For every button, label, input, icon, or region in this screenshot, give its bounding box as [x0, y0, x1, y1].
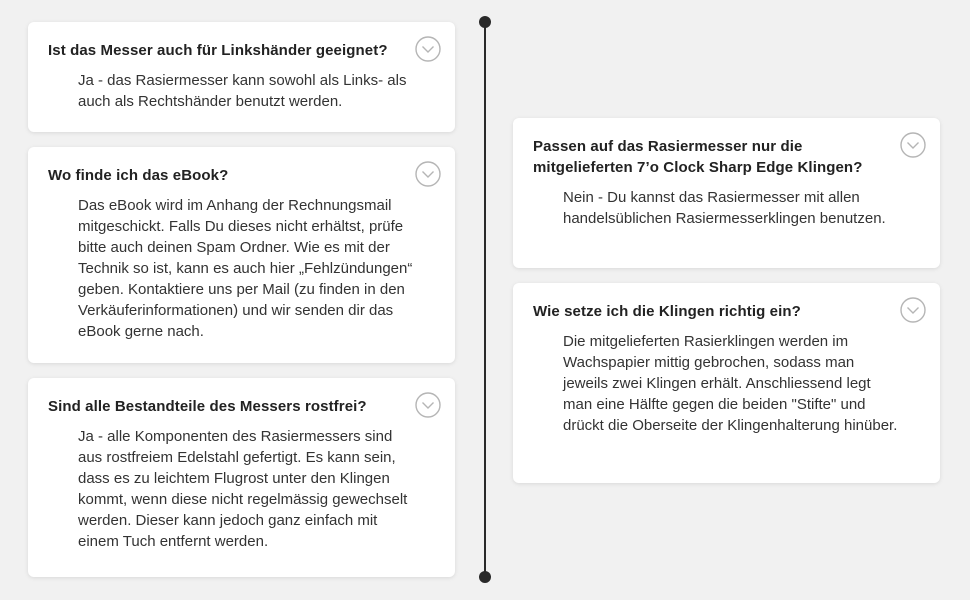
faq-question[interactable]: Wie setze ich die Klingen richtig ein? [533, 303, 801, 320]
faq-question[interactable]: Passen auf das Rasiermesser nur die mitgelieferten 7’o Clock Sharp Edge Klingen? [533, 138, 863, 176]
timeline-dot-top [479, 16, 491, 28]
faq-answer: Nein - Du kannst das Rasiermesser mit allen handelsüblichen Rasiermesserklingen benutzen. [563, 189, 886, 227]
faq-answer: Die mitgelieferten Rasierklingen werden im Wachspapier mittig gebrochen, sodass man jeweils zwei Klingen erhält. Anschliessend legt man eine Hälfte gegen die beiden "Stifte" und drückt die Oberseite der Klingenhalterung hinüber. [563, 333, 898, 434]
faq-card-klingen-einsetzen [513, 283, 940, 483]
timeline-line [484, 21, 486, 577]
chevron-down-icon[interactable] [415, 161, 441, 187]
faq-answer: Das eBook wird im Anhang der Rechnungsmail mitgeschickt. Falls Du dieses nicht erhältst, prüfe bitte auch deinen Spam Ordner. Wie es mit der Technik so ist, kann es auch hier „Fehlzündungen“ geben. Kontaktiere uns per Mail (zu finden in den Verkäuferinformationen) und wir senden dir das eBook gerne nach. [78, 197, 413, 340]
faq-answer: Ja - alle Komponenten des Rasiermessers sind aus rostfreiem Edelstahl gefertigt. Es kann sein, dass es zu leichtem Flugrost unter den Klingen kommt, wenn diese nicht regelmässig gewechselt werden. Dieser kann jedoch ganz einfach mit einem Tuch entfernt werden. [78, 428, 408, 550]
faq-card-klingen-kompatibel [513, 118, 940, 268]
faq-card-lefthanded [28, 22, 455, 132]
chevron-down-icon[interactable] [900, 132, 926, 158]
faq-answer: Ja - das Rasiermesser kann sowohl als Links- als auch als Rechtshänder benutzt werden. [78, 72, 407, 110]
faq-question[interactable]: Ist das Messer auch für Linkshänder geeignet? [48, 42, 388, 59]
faq-question[interactable]: Wo finde ich das eBook? [48, 167, 229, 184]
faq-question[interactable]: Sind alle Bestandteile des Messers rostfrei? [48, 398, 367, 415]
faq-card-ebook [28, 147, 455, 363]
faq-card-rostfrei [28, 378, 455, 577]
chevron-down-icon[interactable] [415, 392, 441, 418]
timeline-dot-bottom [479, 571, 491, 583]
chevron-down-icon[interactable] [900, 297, 926, 323]
chevron-down-icon[interactable] [415, 36, 441, 62]
